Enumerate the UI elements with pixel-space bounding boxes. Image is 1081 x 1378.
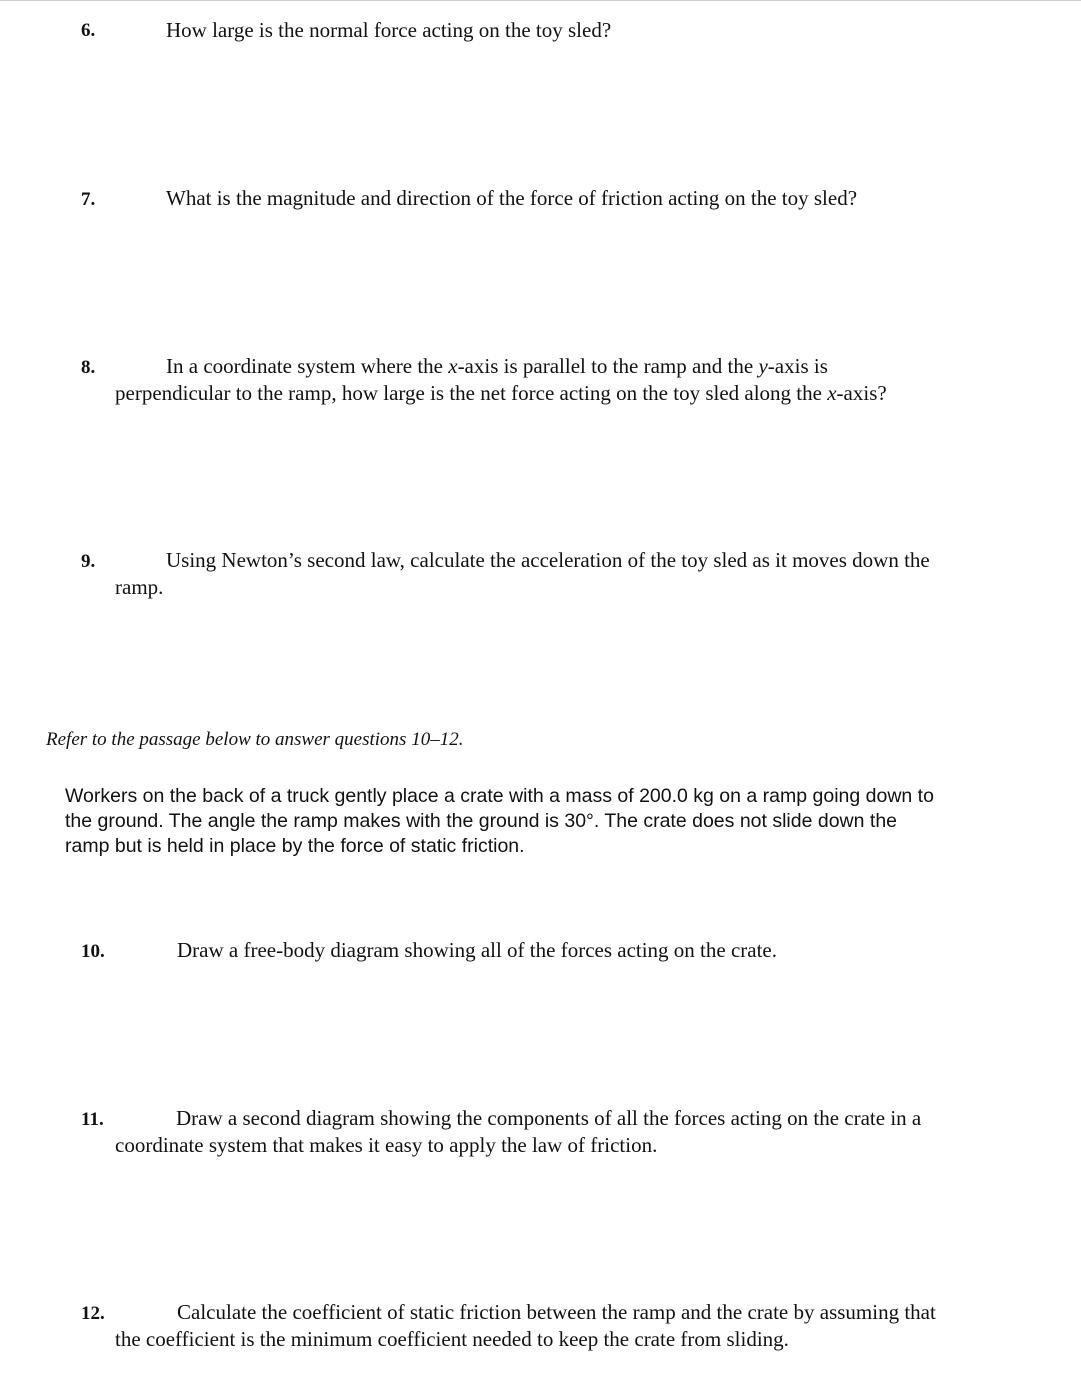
x-axis-symbol: x [827,381,837,405]
question-8-line-2 [115,380,887,407]
question-8-line-1-part-c: -axis is [767,354,828,378]
question-8-number: 8. [81,357,96,378]
question-7-text: What is the magnitude and direction of the force of friction acting on the toy sled? [166,186,858,210]
question-9-line-1: Using Newton’s second law, calculate the acceleration of the toy sled as it moves down the [166,548,930,572]
y-axis-symbol: y [758,354,768,378]
question-11-number: 11. [81,1109,104,1130]
passage-line-2: the ground. The angle the ramp makes with the ground is 30°. The crate does not slide down the [65,810,898,832]
question-12-line-1: Calculate the coefficient of static friction between the ramp and the crate by assuming that [177,1300,936,1324]
question-12-number: 12. [81,1303,105,1324]
question-8-line-1 [166,353,828,380]
question-8-line-2-part-b: -axis? [836,381,887,405]
question-11-line-1: Draw a second diagram showing the components of all the forces acting on the crate in a [176,1106,922,1130]
question-12-line-2: the coefficient is the minimum coefficient needed to keep the crate from sliding. [115,1327,789,1351]
question-8-line-1-part-b: -axis is parallel to the ramp and the [457,354,759,378]
question-7-number: 7. [81,189,96,210]
question-8-line-2-part-a: perpendicular to the ramp, how large is the net force acting on the toy sled along the [115,381,828,405]
question-6-number: 6. [81,20,96,41]
question-8-line-1-part-a: In a coordinate system where the [166,354,449,378]
x-axis-symbol: x [448,354,458,378]
question-9-number: 9. [81,551,96,572]
top-divider [0,0,1081,1]
question-11-line-2: coordinate system that makes it easy to apply the law of friction. [115,1133,658,1157]
question-6-text: How large is the normal force acting on the toy sled? [166,18,612,42]
question-9-line-2: ramp. [115,575,164,599]
passage-instruction: Refer to the passage below to answer questions 10–12. [46,729,464,750]
question-10-number: 10. [81,941,105,962]
question-10-text: Draw a free-body diagram showing all of the forces acting on the crate. [177,938,778,962]
passage-line-3: ramp but is held in place by the force of static friction. [65,835,525,857]
passage-line-1: Workers on the back of a truck gently place a crate with a mass of 200.0 kg on a ramp going down to [65,785,934,807]
